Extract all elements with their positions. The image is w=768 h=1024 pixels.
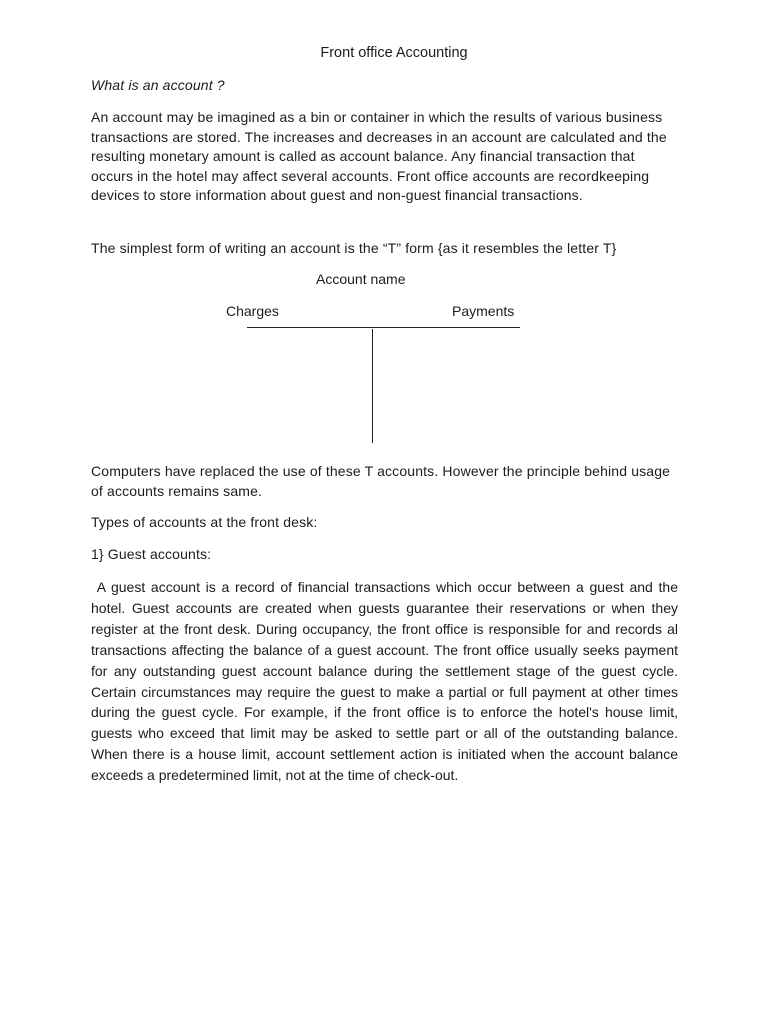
t-form-sentence: The simplest form of writing an account is the “T” form {as it resembles the letter T} [91, 240, 617, 256]
t-account-left-label: Charges [226, 303, 279, 319]
guest-accounts-paragraph: A guest account is a record of financial transactions which occur between a guest and the hotel. Guest accounts are created when guests guarantee their reservations or when they register at the front desk. During occupancy, the front office is responsible for and records al transactions affecting the balance of a guest account. The front office usually seeks payment for any outstanding guest account balance during the settlement stage of the guest cycle. Certain circumstances may require the guest to make a partial or full payment at other times during the guest cycle. For example, if the front office is to enforce the hotel's house limit, guests who exceed that limit may be asked to settle part or all of the outstanding balance. When there is a house limit, account settlement action is initiated when the account balance exceeds a predetermined limit, not at the time of check-out. [91, 579, 682, 784]
question-heading: What is an account ? [91, 77, 225, 93]
t-account-vertical-line [372, 329, 373, 443]
t-account-title: Account name [316, 271, 406, 287]
types-heading: Types of accounts at the front desk: [91, 514, 318, 530]
t-account-right-label: Payments [452, 303, 515, 319]
intro-paragraph: An account may be imagined as a bin or container in which the results of various business transactions are stored. The increases and decreases in an account are calculated and the resulting monetary amount is called as account balance. Any financial transaction that occurs in the hotel may affect several accounts. Front office accounts are recordkeeping devices to store information about guest and non-guest financial transactions. [91, 109, 667, 204]
t-account-horizontal-line [247, 327, 520, 328]
document-title: Front office Accounting [320, 45, 468, 61]
guest-accounts-heading: 1} Guest accounts: [91, 546, 212, 562]
computers-paragraph: Computers have replaced the use of these T accounts. However the principle behind usage of accounts remains same. [91, 463, 671, 499]
